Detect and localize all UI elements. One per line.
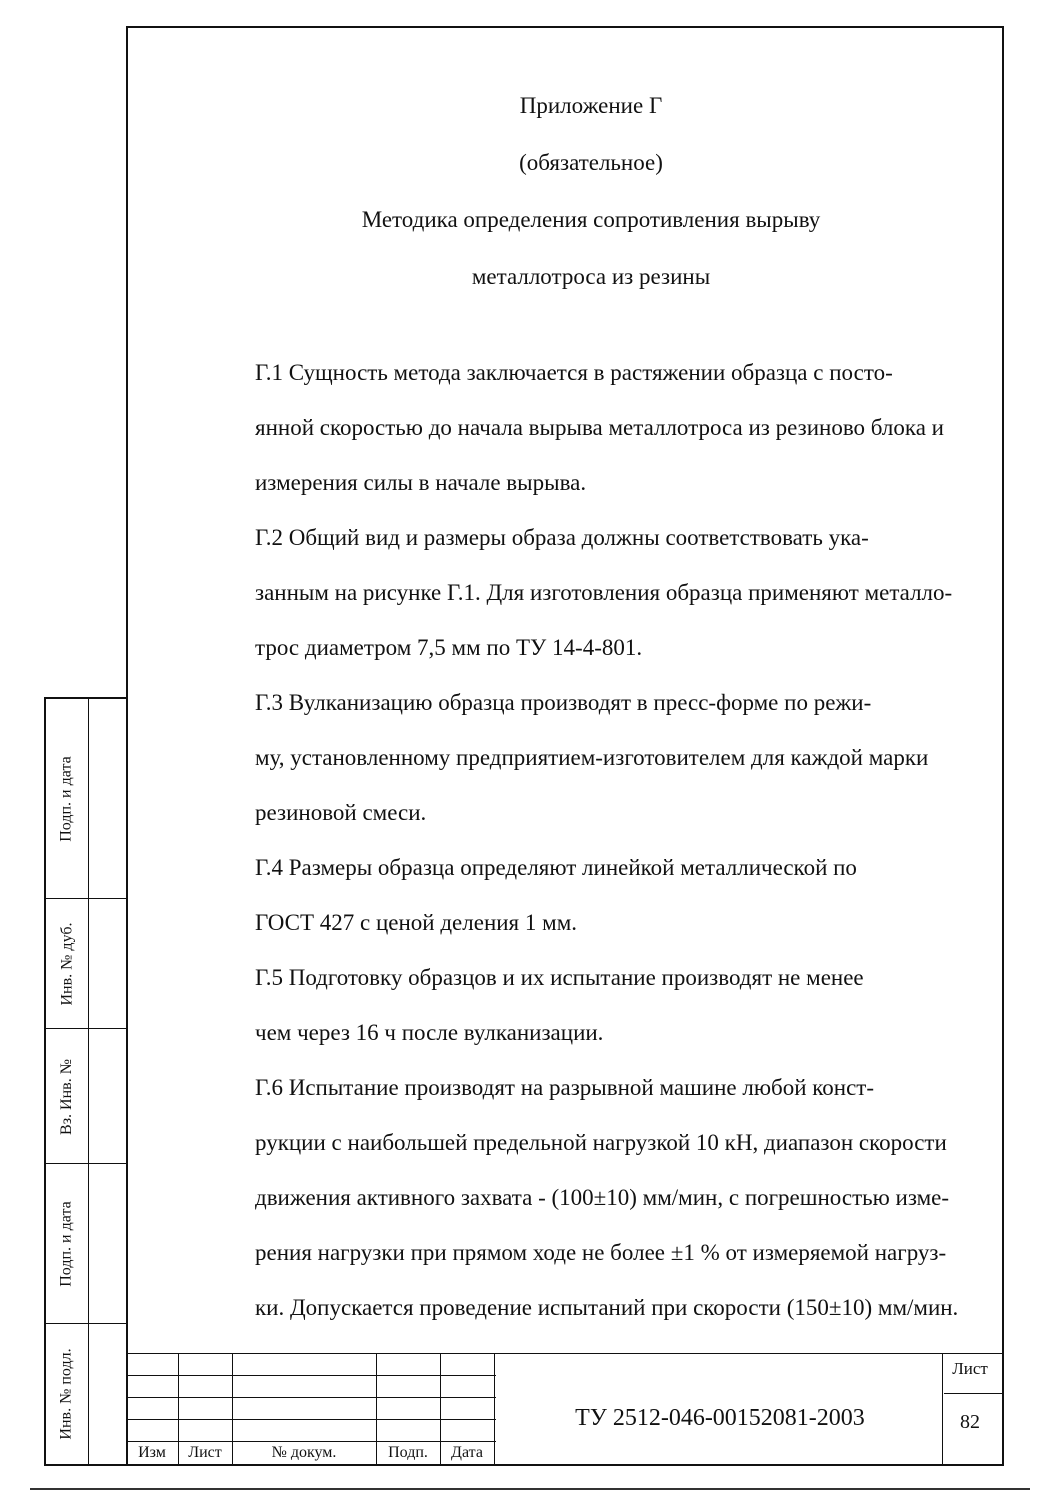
stamp-col-sheet: Лист — [188, 1444, 222, 1461]
paragraph-g2 — [180, 510, 970, 675]
stamp-col-signature: Подп. — [388, 1444, 428, 1461]
side-label-signature-date-2: Подп. и дата — [58, 1201, 76, 1287]
side-label-dup-inventory: Инв. № дуб. — [58, 922, 76, 1006]
side-stamp-column — [44, 697, 126, 1466]
paragraph-g5 — [180, 950, 970, 1060]
appendix-header — [126, 86, 1056, 314]
text-line: рукции с наибольшей предельной нагрузкой 10 кН, диапазон скорости — [255, 1130, 947, 1155]
document-code: ТУ 2512-046-00152081-2003 — [575, 1405, 865, 1431]
paragraph-g6 — [180, 1060, 970, 1335]
bottom-rule — [30, 1488, 1030, 1490]
text-line: Г.6 Испытание производят на разрывной машине любой конст- — [255, 1075, 875, 1100]
paragraph-g4 — [180, 840, 970, 950]
stamp-line — [494, 1353, 495, 1466]
stamp-col-date: Дата — [451, 1444, 483, 1461]
sheet-label: Лист — [952, 1359, 988, 1378]
side-label-replacement-inventory: Вз. Инв. № — [58, 1058, 75, 1135]
text-line: измерения силы в начале вырыва. — [255, 470, 587, 495]
method-title-line2: металлотроса из резины — [471, 264, 711, 289]
text-line: янной скоростью до начала вырыва металлотроса из резиново блока и — [255, 415, 944, 440]
paragraph-g3 — [180, 675, 970, 840]
text-line: Г.3 Вулканизацию образца производят в пресс-форме по режи- — [255, 690, 872, 715]
method-title-line1: Методика определения сопротивления вырыву — [361, 207, 821, 232]
text-line: рения нагрузки при прямом ходе не более ±1 % от измеряемой нагруз- — [255, 1240, 947, 1265]
text-line: Г.5 Подготовку образцов и их испытание производят не менее — [255, 965, 864, 990]
text-line: ки. Допускается проведение испытаний при скорости (150±10) мм/мин. — [255, 1295, 959, 1320]
text-line: ГОСТ 427 с ценой деления 1 мм. — [255, 910, 577, 935]
text-line: Г.4 Размеры образца определяют линейкой металлической по — [255, 855, 857, 880]
side-label-signature-date-1: Подп. и дата — [58, 756, 76, 842]
text-line: Г.1 Сущность метода заключается в растяжении образца с посто- — [255, 360, 893, 385]
body-text — [180, 345, 970, 1335]
text-line: му, установленному предприятием-изготовителем для каждой марки — [255, 745, 929, 770]
appendix-status: (обязательное) — [519, 150, 663, 175]
appendix-title: Приложение Г — [519, 93, 663, 118]
stamp-col-doc-number: № докум. — [271, 1444, 337, 1461]
text-line: трос диаметром 7,5 мм по ТУ 14-4-801. — [255, 635, 643, 660]
text-line: занным на рисунке Г.1. Для изготовления образца применяют металло- — [255, 580, 953, 605]
text-line: чем через 16 ч после вулканизации. — [255, 1020, 604, 1045]
title-block — [126, 1353, 1004, 1466]
text-line: движения активного захвата - (100±10) мм/мин, с погрешностью изме- — [255, 1185, 950, 1210]
stamp-line — [496, 1353, 1004, 1354]
side-label-original-inventory: Инв. № подл. — [58, 1348, 76, 1440]
text-line: резиновой смеси. — [255, 800, 427, 825]
sheet-number: 82 — [960, 1411, 980, 1433]
stamp-col-change: Изм — [138, 1444, 166, 1461]
stamp-line — [944, 1393, 1004, 1394]
text-line: Г.2 Общий вид и размеры образа должны соответствовать ука- — [255, 525, 869, 550]
paragraph-g1 — [180, 345, 970, 510]
